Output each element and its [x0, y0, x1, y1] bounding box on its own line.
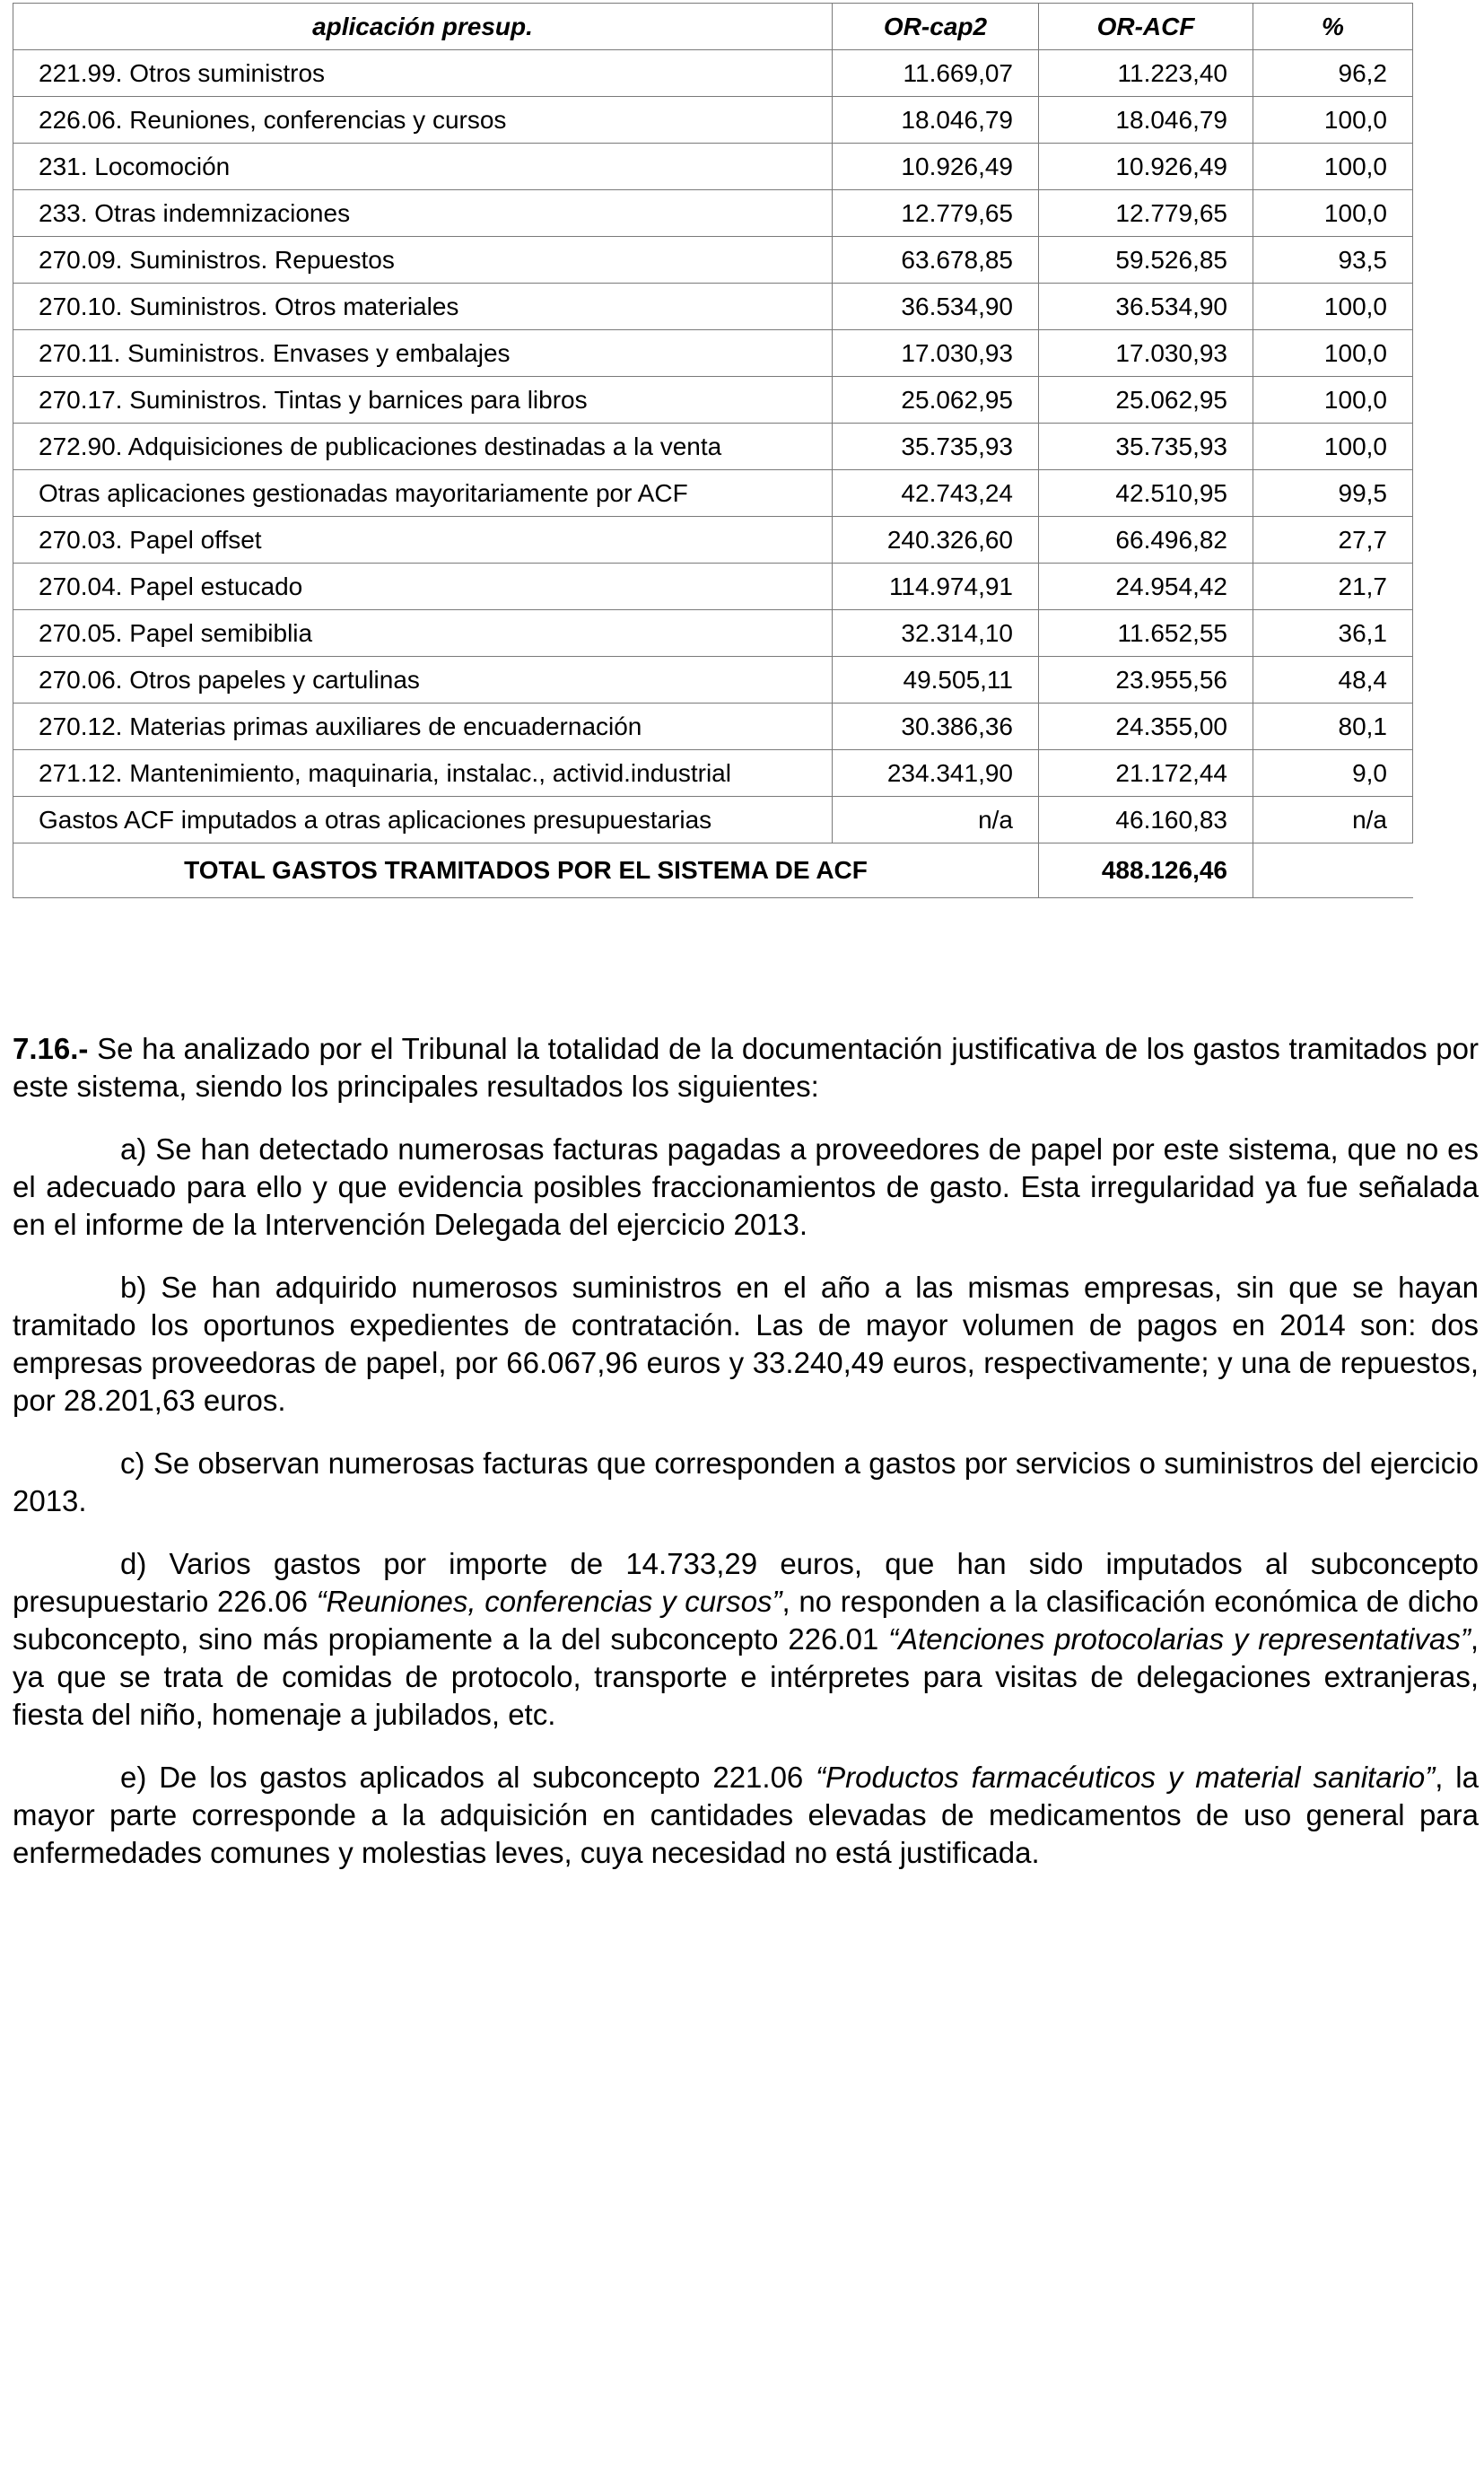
paragraph-e-part2: , la mayor parte corresponde a la adquisición en cantidades elevadas de medicamentos de uso general para enfermedades comunes y molestias leves, cuya necesidad no está justificada. — [13, 1761, 1479, 1869]
cell-or-acf: 25.062,95 — [1039, 377, 1253, 424]
cell-or-cap2: 36.534,90 — [833, 284, 1039, 330]
cell-or-cap2: 114.974,91 — [833, 564, 1039, 610]
table-row — [13, 797, 1413, 843]
cell-aplicacion: 221.99. Otros suministros — [13, 50, 833, 97]
paragraph-d-part1: d) Varios gastos por importe de 14.733,29 euros, que han sido imputados al subconcepto presupuestario 226.06 — [13, 1547, 1479, 1618]
table-row — [13, 377, 1413, 424]
cell-percent: 100,0 — [1253, 424, 1413, 470]
cell-percent: 99,5 — [1253, 470, 1413, 517]
cell-or-acf: 12.779,65 — [1039, 190, 1253, 237]
cell-aplicacion: 272.90. Adquisiciones de publicaciones destinadas a la venta — [13, 424, 833, 470]
cell-or-cap2: 11.669,07 — [833, 50, 1039, 97]
total-value: 488.126,46 — [1039, 843, 1253, 898]
cell-aplicacion: 270.05. Papel semibiblia — [13, 610, 833, 657]
cell-or-cap2: n/a — [833, 797, 1039, 843]
cell-percent: 9,0 — [1253, 750, 1413, 797]
cell-or-acf: 23.955,56 — [1039, 657, 1253, 704]
cell-or-cap2: 49.505,11 — [833, 657, 1039, 704]
cell-aplicacion: 270.12. Materias primas auxiliares de encuadernación — [13, 704, 833, 750]
paragraph-e-part1: e) De los gastos aplicados al subconcepto 221.06 — [120, 1761, 816, 1794]
cell-aplicacion: 231. Locomoción — [13, 144, 833, 190]
cell-or-acf: 35.735,93 — [1039, 424, 1253, 470]
cell-percent: 100,0 — [1253, 284, 1413, 330]
total-label: TOTAL GASTOS TRAMITADOS POR EL SISTEMA DE ACF — [13, 843, 1039, 898]
cell-percent: 100,0 — [1253, 97, 1413, 144]
table-row — [13, 750, 1413, 797]
paragraph-d-quote2: “Atenciones protocolarias y representativas” — [888, 1622, 1471, 1656]
paragraph-e-quote: “Productos farmacéuticos y material sanitario” — [816, 1761, 1436, 1794]
table-row — [13, 424, 1413, 470]
cell-aplicacion: 271.12. Mantenimiento, maquinaria, instalac., activid.industrial — [13, 750, 833, 797]
cell-aplicacion: 270.04. Papel estucado — [13, 564, 833, 610]
cell-or-acf: 17.030,93 — [1039, 330, 1253, 377]
cell-or-cap2: 35.735,93 — [833, 424, 1039, 470]
cell-or-acf: 24.954,42 — [1039, 564, 1253, 610]
paragraph-c: c) Se observan numerosas facturas que corresponden a gastos por servicios o suministros del ejercicio 2013. — [13, 1447, 1479, 1517]
cell-or-acf: 36.534,90 — [1039, 284, 1253, 330]
total-blank-cell — [1253, 843, 1413, 898]
table-row — [13, 284, 1413, 330]
table-row — [13, 657, 1413, 704]
paragraph-d-part2: , no responden a la clasificación económica de dicho subconcepto, sino más propiamente a la del subconcepto 226.01 — [13, 1585, 1479, 1656]
table-row — [13, 190, 1413, 237]
cell-percent: 100,0 — [1253, 190, 1413, 237]
cell-aplicacion: Gastos ACF imputados a otras aplicaciones presupuestarias — [13, 797, 833, 843]
table-row — [13, 564, 1413, 610]
cell-aplicacion: 270.03. Papel offset — [13, 517, 833, 564]
cell-or-cap2: 63.678,85 — [833, 237, 1039, 284]
table-row — [13, 144, 1413, 190]
cell-percent: 96,2 — [1253, 50, 1413, 97]
cell-or-acf: 66.496,82 — [1039, 517, 1253, 564]
cell-aplicacion: 226.06. Reuniones, conferencias y cursos — [13, 97, 833, 144]
cell-or-cap2: 12.779,65 — [833, 190, 1039, 237]
section-intro-text: Se ha analizado por el Tribunal la totalidad de la documentación justificativa de los gastos tramitados por este sistema, siendo los principales resultados los siguientes: — [13, 1032, 1479, 1103]
cell-or-cap2: 32.314,10 — [833, 610, 1039, 657]
paragraph-e — [13, 1759, 1479, 1872]
cell-percent: 93,5 — [1253, 237, 1413, 284]
table-row — [13, 517, 1413, 564]
cell-or-cap2: 42.743,24 — [833, 470, 1039, 517]
paragraph-d-part3: , ya que se trata de comidas de protocolo, transporte e intérpretes para visitas de delegaciones extranjeras, fiesta del niño, homenaje a jubilados, etc. — [13, 1622, 1479, 1731]
cell-or-cap2: 10.926,49 — [833, 144, 1039, 190]
table-row — [13, 470, 1413, 517]
header-percent: % — [1253, 4, 1413, 50]
table-row — [13, 97, 1413, 144]
header-aplicacion: aplicación presup. — [13, 4, 833, 50]
table-header-row — [13, 4, 1413, 50]
expenses-table — [13, 3, 1413, 898]
section-text — [13, 1030, 1479, 1897]
paragraph-a: a) Se han detectado numerosas facturas pagadas a proveedores de papel por este sistema, que no es el adecuado para ello y que evidencia posibles fraccionamientos de gasto. Esta irregularidad ya fue señalada en el informe de la Intervención Delegada del ejercicio 2013. — [13, 1132, 1479, 1241]
cell-percent: 100,0 — [1253, 377, 1413, 424]
paragraph-d-quote1: “Reuniones, conferencias y cursos” — [316, 1585, 782, 1618]
cell-aplicacion: Otras aplicaciones gestionadas mayoritariamente por ACF — [13, 470, 833, 517]
paragraph-d — [13, 1545, 1479, 1734]
table-row — [13, 704, 1413, 750]
cell-or-cap2: 17.030,93 — [833, 330, 1039, 377]
cell-percent: 100,0 — [1253, 144, 1413, 190]
paragraph-b: b) Se han adquirido numerosos suministros en el año a las mismas empresas, sin que se hayan tramitado los oportunos expedientes de contratación. Las de mayor volumen de pagos en 2014 son: dos empresas proveedoras de papel, por 66.067,96 euros y 33.240,49 euros, respectivamente; y una de repuestos, por 28.201,63 euros. — [13, 1271, 1479, 1417]
cell-aplicacion: 270.10. Suministros. Otros materiales — [13, 284, 833, 330]
table-total-row — [13, 843, 1413, 898]
cell-or-cap2: 18.046,79 — [833, 97, 1039, 144]
cell-percent: 21,7 — [1253, 564, 1413, 610]
table-row — [13, 330, 1413, 377]
cell-or-acf: 18.046,79 — [1039, 97, 1253, 144]
cell-percent: 100,0 — [1253, 330, 1413, 377]
cell-or-cap2: 234.341,90 — [833, 750, 1039, 797]
cell-percent: 48,4 — [1253, 657, 1413, 704]
cell-aplicacion: 270.11. Suministros. Envases y embalajes — [13, 330, 833, 377]
cell-or-acf: 24.355,00 — [1039, 704, 1253, 750]
table-body — [13, 50, 1413, 843]
cell-or-acf: 21.172,44 — [1039, 750, 1253, 797]
cell-percent: 80,1 — [1253, 704, 1413, 750]
cell-or-acf: 46.160,83 — [1039, 797, 1253, 843]
cell-percent: n/a — [1253, 797, 1413, 843]
cell-aplicacion: 233. Otras indemnizaciones — [13, 190, 833, 237]
table-row — [13, 50, 1413, 97]
table-row — [13, 610, 1413, 657]
cell-aplicacion: 270.09. Suministros. Repuestos — [13, 237, 833, 284]
cell-or-acf: 42.510,95 — [1039, 470, 1253, 517]
cell-or-acf: 59.526,85 — [1039, 237, 1253, 284]
cell-percent: 36,1 — [1253, 610, 1413, 657]
cell-aplicacion: 270.17. Suministros. Tintas y barnices para libros — [13, 377, 833, 424]
cell-percent: 27,7 — [1253, 517, 1413, 564]
cell-or-acf: 11.223,40 — [1039, 50, 1253, 97]
cell-or-cap2: 30.386,36 — [833, 704, 1039, 750]
cell-or-acf: 10.926,49 — [1039, 144, 1253, 190]
header-or-cap2: OR-cap2 — [833, 4, 1039, 50]
section-number: 7.16.- — [13, 1032, 89, 1065]
cell-or-cap2: 25.062,95 — [833, 377, 1039, 424]
cell-or-acf: 11.652,55 — [1039, 610, 1253, 657]
table-row — [13, 237, 1413, 284]
cell-or-cap2: 240.326,60 — [833, 517, 1039, 564]
cell-aplicacion: 270.06. Otros papeles y cartulinas — [13, 657, 833, 704]
section-intro — [13, 1030, 1479, 1106]
header-or-acf: OR-ACF — [1039, 4, 1253, 50]
